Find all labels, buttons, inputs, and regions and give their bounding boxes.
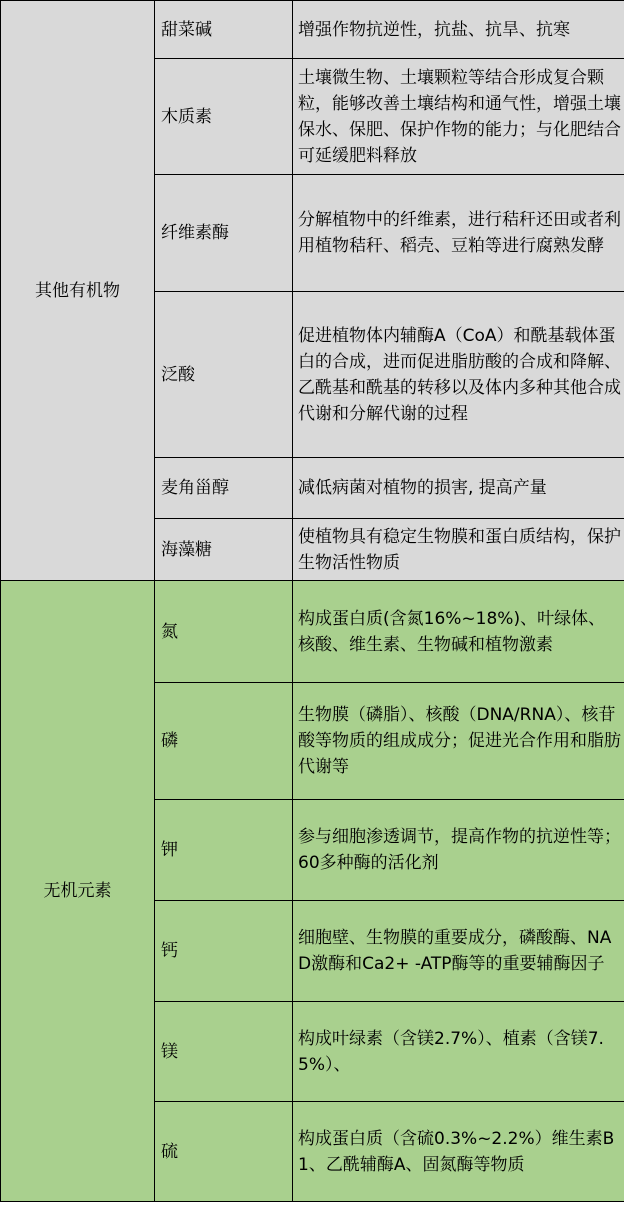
row-name: 木质素 [155, 59, 293, 175]
row-name: 海藻糖 [155, 519, 293, 581]
row-desc: 增强作物抗逆性，抗盐、抗旱、抗寒 [293, 1, 624, 59]
row-name: 磷 [155, 683, 293, 800]
row-desc: 生物膜（磷脂）、核酸（DNA/RNA）、核苷酸等物质的组成成分；促进光合作用和脂肪代谢等 [293, 683, 624, 800]
row-desc: 分解植物中的纤维素，进行秸秆还田或者利用植物秸秆、稻壳、豆粕等进行腐熟发酵 [293, 175, 624, 292]
row-desc: 细胞壁、生物膜的重要成分，磷酸酶、NAD激酶和Ca2+ -ATP酶等的重要辅酶因子 [293, 901, 624, 1002]
row-desc: 参与细胞渗透调节，提高作物的抗逆性等；60多种酶的活化剂 [293, 800, 624, 901]
row-name: 镁 [155, 1002, 293, 1102]
row-name: 钾 [155, 800, 293, 901]
row-name: 麦角甾醇 [155, 458, 293, 519]
category-cell-inorganic: 无机元素 [1, 581, 155, 1202]
row-desc: 使植物具有稳定生物膜和蛋白质结构，保护生物活性物质 [293, 519, 624, 581]
table-row [1, 1, 624, 59]
row-desc: 构成叶绿素（含镁2.7%）、植素（含镁7.5%）、 [293, 1002, 624, 1102]
row-desc: 促进植物体内辅酶A（CoA）和酰基载体蛋白的合成，进而促进脂肪酸的合成和降解、乙酰基和酰基的转移以及体内多种其他合成代谢和分解代谢的过程 [293, 292, 624, 458]
table-row [1, 581, 624, 683]
row-name: 硫 [155, 1102, 293, 1202]
row-name: 纤维素酶 [155, 175, 293, 292]
row-name: 甜菜碱 [155, 1, 293, 59]
row-desc: 构成蛋白质（含硫0.3%~2.2%）维生素B1、乙酰辅酶A、固氮酶等物质 [293, 1102, 624, 1202]
row-name: 钙 [155, 901, 293, 1002]
row-desc: 减低病菌对植物的损害, 提高产量 [293, 458, 624, 519]
category-cell-organic: 其他有机物 [1, 1, 155, 581]
row-name: 氮 [155, 581, 293, 683]
row-desc: 土壤微生物、土壤颗粒等结合形成复合颗粒，能够改善土壤结构和通气性，增强土壤保水、保肥、保护作物的能力；与化肥结合可延缓肥料释放 [293, 59, 624, 175]
row-name: 泛酸 [155, 292, 293, 458]
row-desc: 构成蛋白质(含氮16%~18%)、叶绿体、核酸、维生素、生物碱和植物激素 [293, 581, 624, 683]
